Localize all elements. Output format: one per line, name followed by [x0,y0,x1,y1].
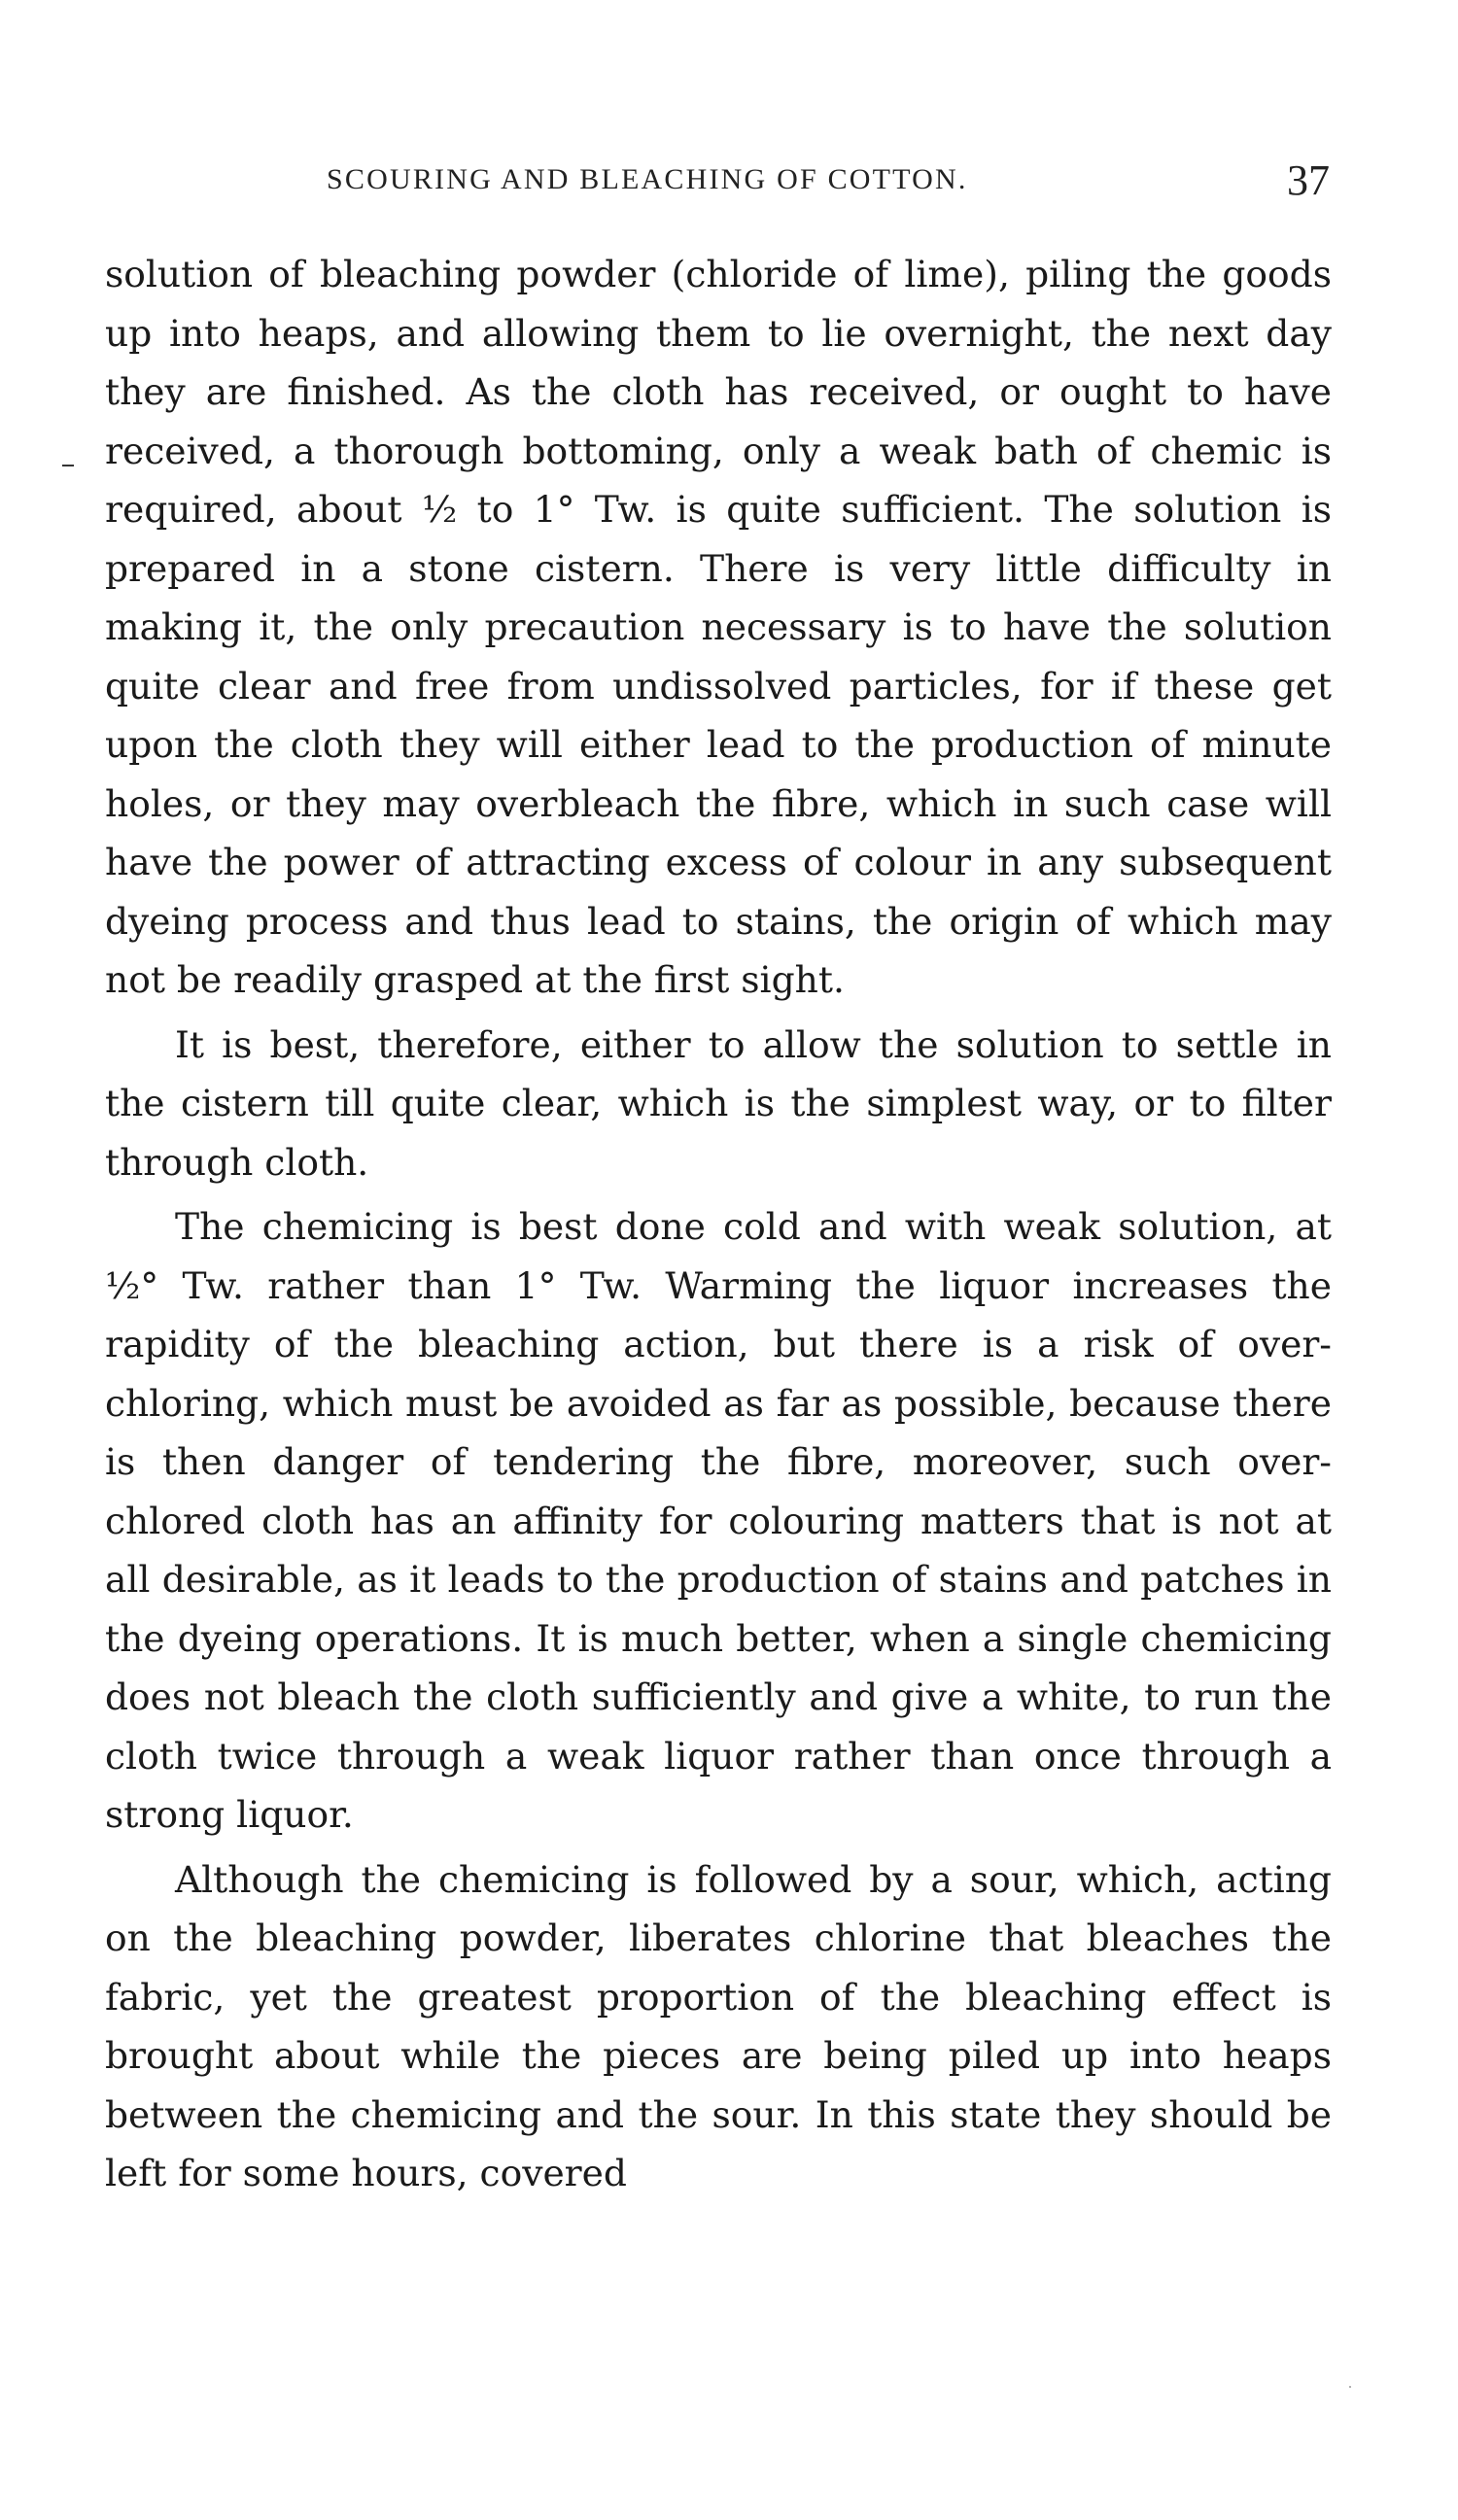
paragraph-3: The chemicing is best done cold and with weak solution, at ½° Tw. rather than 1° Tw. Warming the liquor increases the rapidity of the bleaching action, but there is a risk of over-chloring, which must be avoided as far as possible, because there is then danger of tendering the fibre, moreover, such over-chlored cloth has an affinity for colouring matters that is not at all desirable, as it leads to the production of stains and patches in the dyeing operations. It is much better, when a single chemicing does not bleach the cloth sufficiently and give a white, to run the cloth twice through a weak liquor rather than once through a strong liquor. [105,1205,1332,1836]
paragraph-4: Although the chemicing is followed by a sour, which, acting on the bleaching powder, liberates chlorine that bleaches the fabric, yet the greatest proportion of the bleaching effect is brought about while the pieces are being piled up into heaps between the chemicing and the sour. In this state they should be left for some hours, covered [105,1857,1332,2194]
scan-speck [1349,2386,1351,2388]
paragraph-2: It is best, therefore, either to allow the solution to settle in the cistern till quite clear, which is the simplest way, or to filter through cloth. [105,1022,1332,1184]
running-head [105,155,1330,214]
running-title: SCOURING AND BLEACHING OF COTTON. [327,163,968,195]
margin-mark [62,465,74,466]
page-number: 37 [1287,156,1330,204]
body-text [105,245,1332,2209]
paragraph-1: solution of bleaching powder (chloride of lime), piling the goods up into heaps, and allowing them to lie overnight, the next day they are finished. As the cloth has received, or ought to have received, a thorough bottoming, only a weak bath of chemic is required, about ½ to 1° Tw. is quite sufficient. The solution is prepared in a stone cistern. There is very little difficulty in making it, the only precaution necessary is to have the solution quite clear and free from undissolved particles, for if these get upon the cloth they will either lead to the production of minute holes, or they may overbleach the fibre, which in such case will have the power of attracting excess of colour in any subsequent dyeing process and thus lead to stains, the origin of which may not be readily grasped at the first sight. [105,253,1332,1001]
